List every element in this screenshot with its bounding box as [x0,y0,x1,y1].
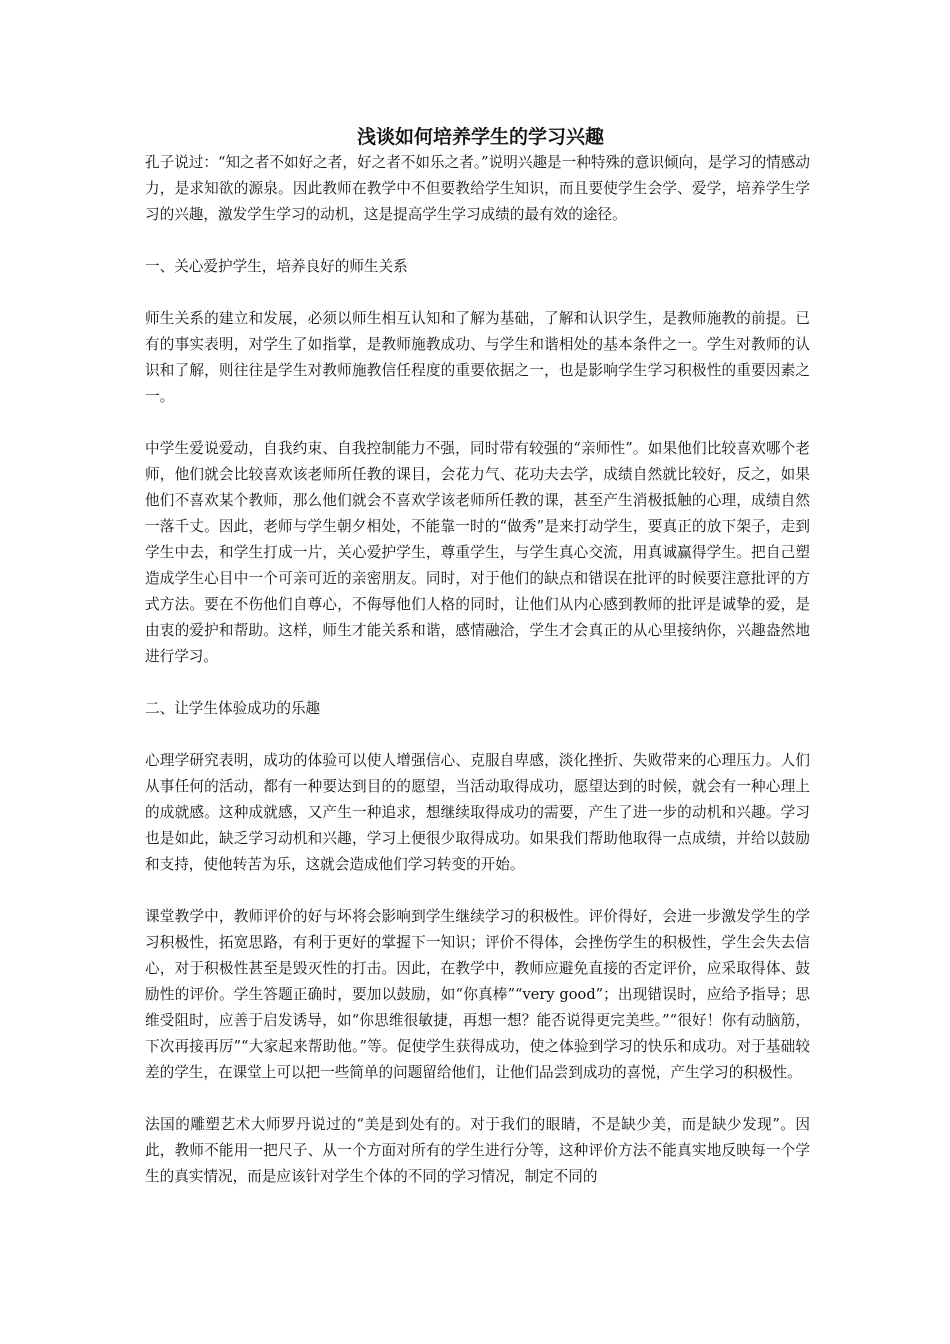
paragraph-gap [145,670,810,696]
paragraph-gap [145,280,810,306]
paragraph-gap [145,722,810,748]
paragraph-rodin-quote: 法国的雕塑艺术大师罗丹说过的“美是到处有的。对于我们的眼睛，不是缺少美，而是缺少发现”。因此，教师不能用一把尺子、从一个方面对所有的学生进行分等，这种评价方法不能真实地反映每一个学生的真实情况，而是应该针对学生个体的不同的学习情况，制定不同的 [145,1116,810,1185]
document-title: 浅谈如何培养学生的学习兴趣 [356,126,604,148]
paragraph-gap [145,878,810,904]
paragraph-psychology-success: 心理学研究表明，成功的体验可以使人增强信心、克服自卑感，淡化挫折、失败带来的心理压力。人们从事任何的活动，都有一种要达到目的的愿望，当活动取得成功，愿望达到的时候，就会有一种心理上的成就感。这种成就感，又产生一种追求，想继续取得成功的需要，产生了进一步的动机和兴趣。学习也是如此，缺乏学习动机和兴趣，学习上便很少取得成功。如果我们帮助他取得一点成绩，并给以鼓励和支持，使他转苦为乐，这就会造成他们学习转变的开始。 [145,752,810,873]
section-heading-2: 二、让学生体验成功的乐趣 [145,700,321,717]
document-page [145,124,810,1190]
paragraph-middle-school-students: 中学生爱说爱动，自我约束、自我控制能力不强，同时带有较强的“亲师性”。如果他们比较喜欢哪个老师，他们就会比较喜欢该老师所任教的课目，会花力气、花功夫去学，成绩自然就比较好，反之，如果他们不喜欢某个教师，那么他们就会不喜欢学该老师所任教的课，甚至产生消极抵触的心理，成绩自然一落千丈。因此，老师与学生朝夕相处，不能靠一时的“做秀”是来打动学生，要真正的放下架子，走到学生中去，和学生打成一片，关心爱护学生，尊重学生，与学生真心交流，用真诚赢得学生。把自己塑造成学生心目中一个可亲可近的亲密朋友。同时，对于他们的缺点和错误在批评的时候要注意批评的方式方法。要在不伤他们自尊心，不侮辱他们人格的同时，让他们从内心感到教师的批评是诚挚的爱，是由衷的爱护和帮助。这样，师生才能关系和谐，感情融洽，学生才会真正的从心里接纳你，兴趣盎然地进行学习。 [145,440,810,665]
paragraph-gap [145,228,810,254]
section-heading-1: 一、关心爱护学生，培养良好的师生关系 [145,258,408,275]
paragraph-gap [145,1086,810,1112]
paragraph-classroom-evaluation: 课堂教学中，教师评价的好与坏将会影响到学生继续学习的积极性。评价得好，会进一步激发学生的学习积极性，拓宽思路，有利于更好的掌握下一知识；评价不得体，会挫伤学生的积极性，学生会失去信心，对于积极性甚至是毁灭性的打击。因此，在教学中，教师应避免直接的否定评价，应采取得体、鼓励性的评价。学生答题正确时，要加以鼓励，如“你真棒”“very good”；出现错误时，应给予指导；思维受阻时，应善于启发诱导，如“你思维很敏捷，再想一想？能否说得更完美些。”“很好！你有动脑筋，下次再接再厉”“大家起来帮助他。”等。促使学生获得成功，使之体验到学习的快乐和成功。对于基础较差的学生，在课堂上可以把一些简单的问题留给他们，让他们品尝到成功的喜悦，产生学习的积极性。 [145,908,810,1081]
paragraph-intro: 孔子说过：“知之者不如好之者，好之者不如乐之者。”说明兴趣是一种特殊的意识倾向，是学习的情感动力，是求知欲的源泉。因此教师在教学中不但要教给学生知识，而且要使学生会学、爱学，培养学生学习的兴趣，激发学生学习的动机，这是提高学生学习成绩的最有效的途径。 [145,154,810,223]
paragraph-teacher-student-relation: 师生关系的建立和发展，必须以师生相互认知和了解为基础，了解和认识学生，是教师施教的前提。已有的事实表明，对学生了如指掌，是教师施教成功、与学生和谐相处的基本条件之一。学生对教师的认识和了解，则往往是学生对教师施教信任程度的重要依据之一，也是影响学生学习积极性的重要因素之一。 [145,310,810,405]
paragraph-gap [145,410,810,436]
